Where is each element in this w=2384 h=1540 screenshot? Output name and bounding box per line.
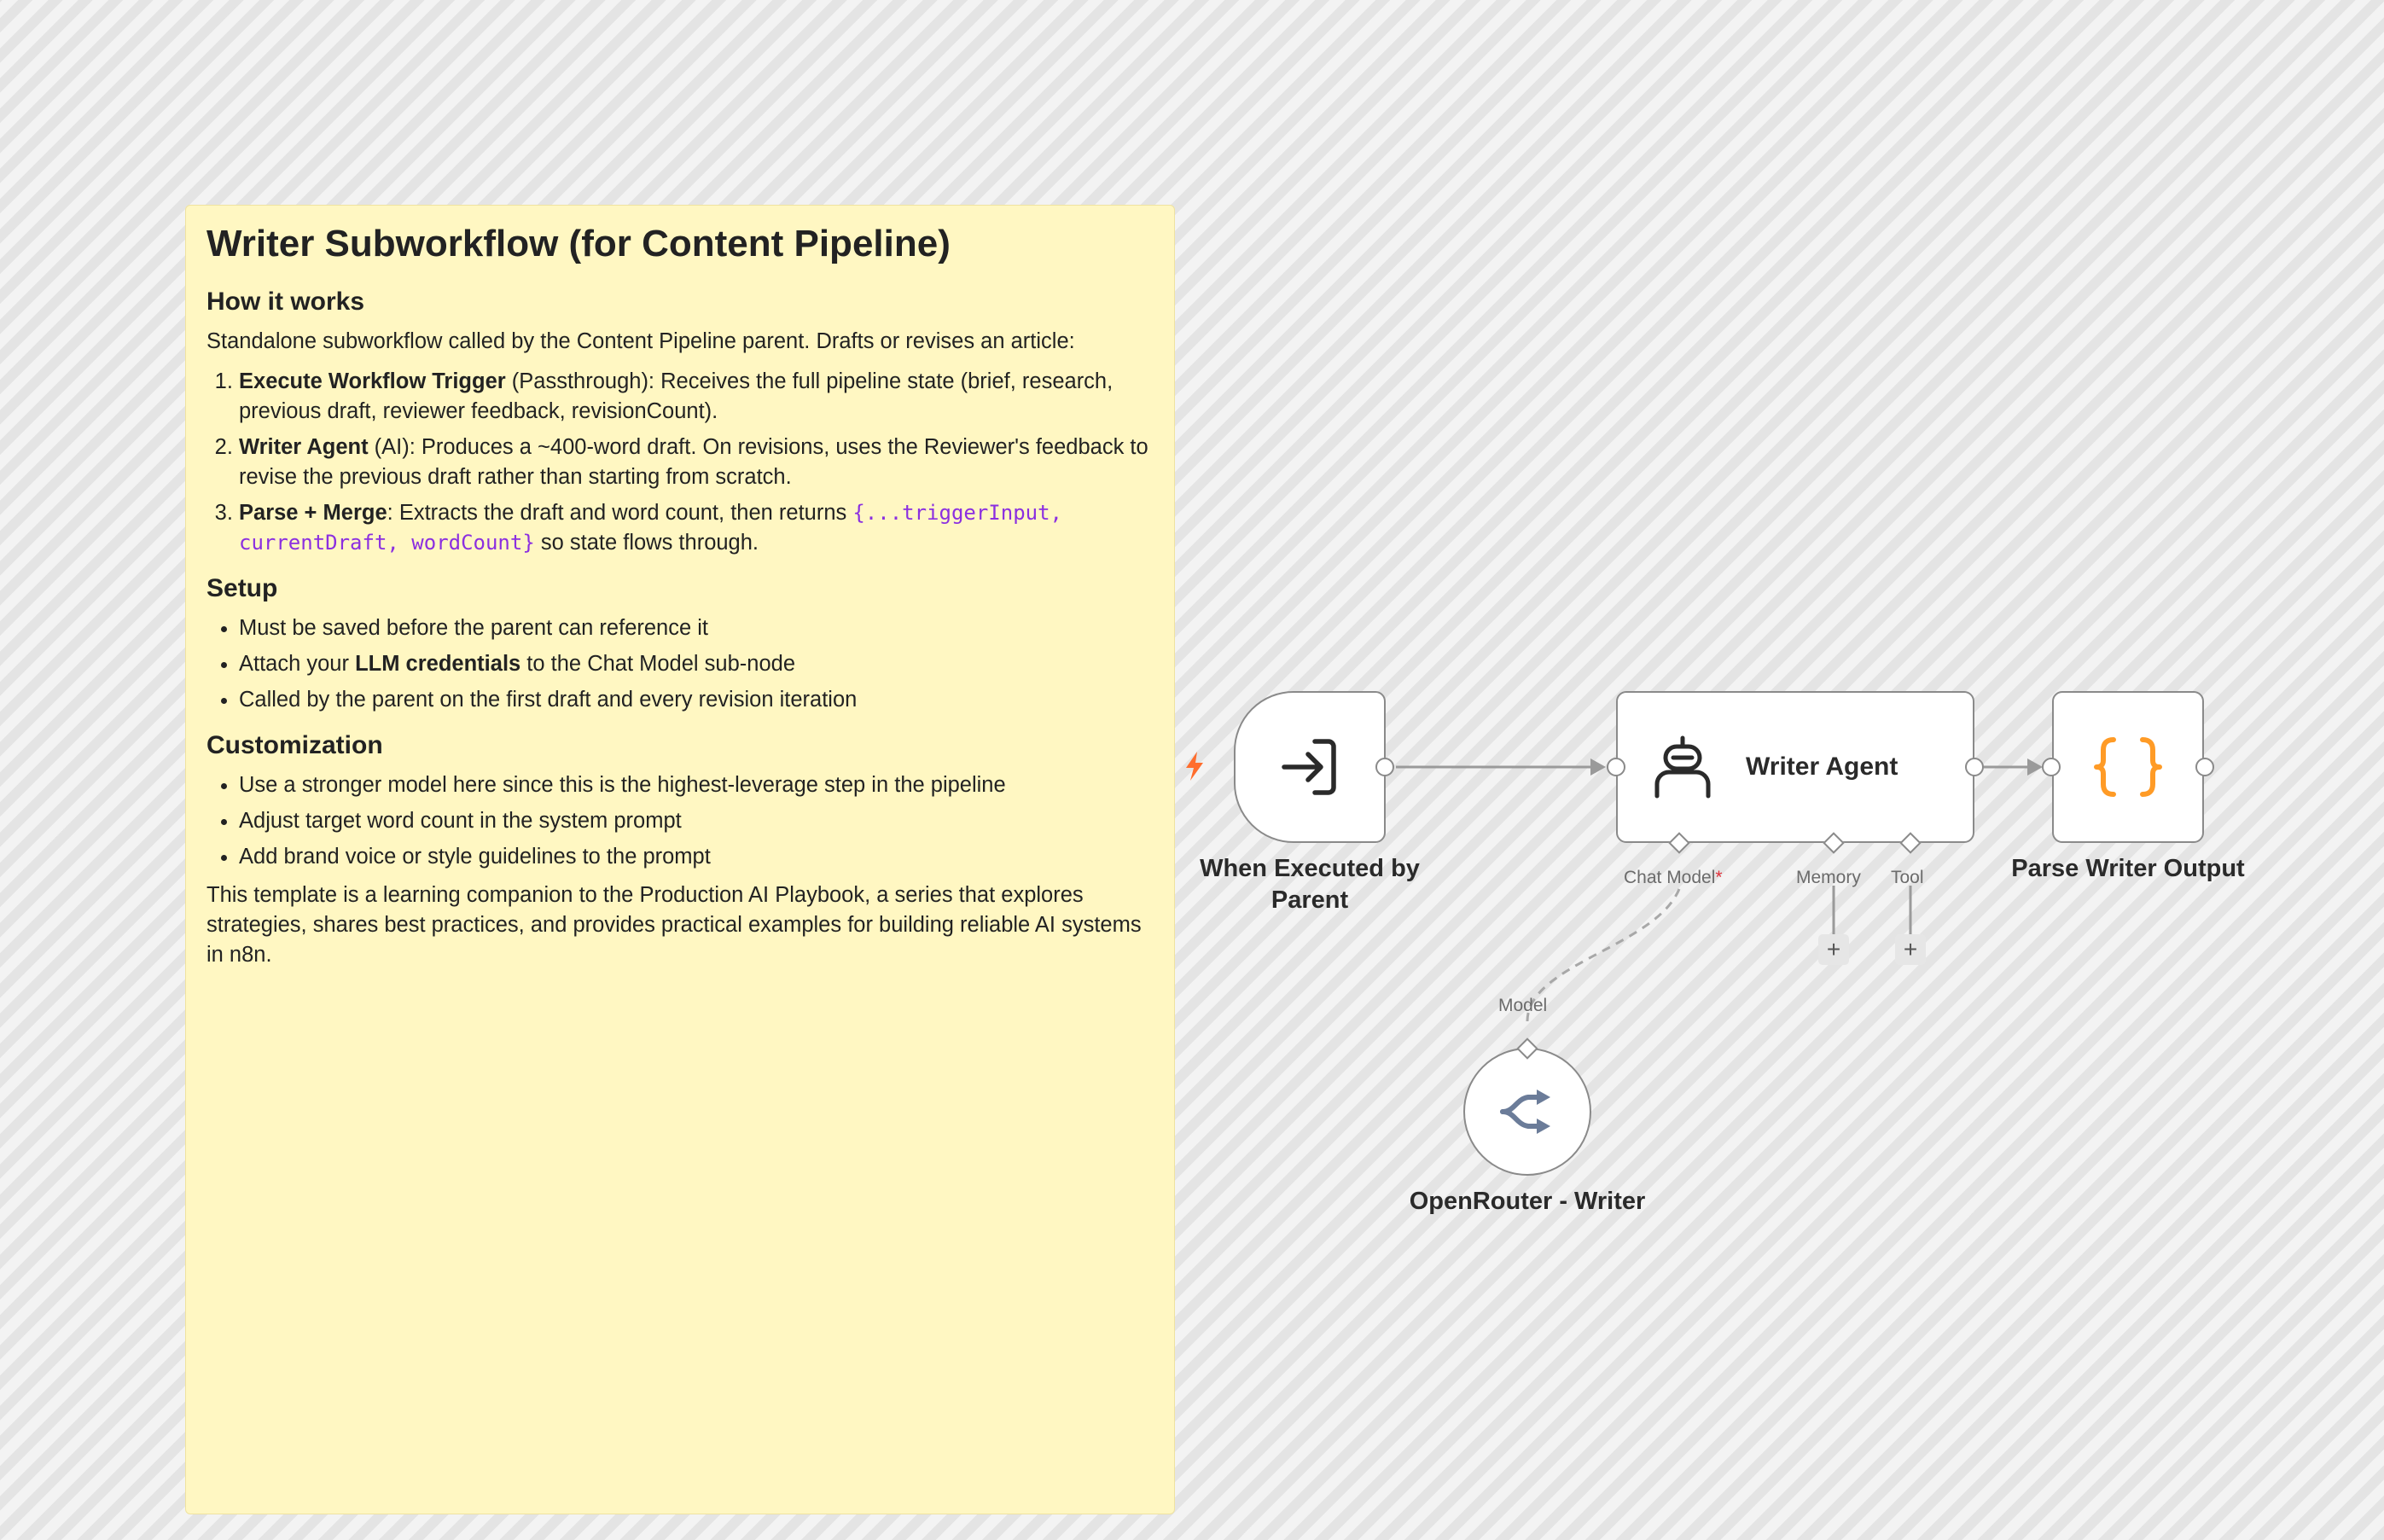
- parse-output-port[interactable]: [2195, 758, 2214, 776]
- step-text: so state flows through.: [534, 531, 759, 555]
- parse-input-port[interactable]: [2042, 758, 2061, 776]
- parse-node-label: Parse Writer Output: [2011, 855, 2245, 882]
- step-text: (AI): Produces a ~400-word draft. On revisions, uses the Reviewer's feedback to revise the previous draft rather than starting from scratch.: [239, 435, 1148, 490]
- note-heading-how-it-works: How it works: [206, 288, 365, 317]
- tool-input-label: Tool: [1891, 868, 1924, 887]
- add-tool-button[interactable]: +: [1895, 934, 1926, 965]
- note-footer: This template is a learning companion to the Production AI Playbook, a series that explores strategies, shares best practices, and provides practical examples for building reliable AI systems in n8n.: [206, 883, 1142, 968]
- openrouter-writer-node[interactable]: [1463, 1048, 1591, 1176]
- setup-bold: LLM credentials: [355, 652, 521, 677]
- list-item: • Called by the parent on the first draft and every revision iteration: [239, 685, 1154, 715]
- chat-model-text: Chat Model: [1624, 868, 1716, 887]
- setup-text: Attach your: [239, 652, 356, 677]
- connection-model-agent[interactable]: [1527, 889, 1679, 1021]
- arrow-head-icon: [1590, 758, 1606, 776]
- required-mark: *: [1715, 868, 1723, 887]
- step-text: (Passthrough): Receives the full pipeline state (brief, research, previous draft, reviewer feedback, revisionCount).: [239, 369, 1114, 424]
- memory-input-label: Memory: [1796, 868, 1861, 887]
- step-code: {...triggerInput, currentDraft, wordCount}: [239, 501, 1062, 555]
- list-item: • Must be saved before the parent can reference it: [239, 613, 1154, 643]
- writer-agent-node[interactable]: [1616, 691, 1974, 843]
- model-input-label: Model: [1498, 996, 1548, 1015]
- list-item: • Add brand voice or style guidelines to the prompt: [239, 842, 1154, 872]
- note-heading-setup: Setup: [206, 574, 278, 603]
- note-intro: Standalone subworkflow called by the Content Pipeline parent. Drafts or revises an article:: [206, 329, 1075, 354]
- step-text: : Extracts the draft and word count, then returns: [387, 501, 853, 526]
- note-title: Writer Subworkflow (for Content Pipeline): [206, 223, 951, 264]
- step-name: Writer Agent: [239, 435, 369, 460]
- curly-braces-icon: [2090, 733, 2166, 801]
- robot-icon: [1648, 733, 1717, 801]
- enter-arrow-icon: [1276, 733, 1344, 801]
- list-item: • Adjust target word count in the system prompt: [239, 806, 1154, 836]
- agent-input-port[interactable]: [1607, 758, 1625, 776]
- list-item: • Use a stronger model here since this is the highest-leverage step in the pipeline: [239, 770, 1154, 800]
- arrow-head-icon: [2027, 758, 2043, 776]
- openrouter-node-label: OpenRouter - Writer: [1409, 1188, 1646, 1215]
- chat-model-input-label: [1624, 868, 1723, 888]
- setup-text: to the Chat Model sub-node: [520, 652, 796, 677]
- openrouter-icon: [1497, 1082, 1557, 1142]
- writer-agent-title: Writer Agent: [1746, 753, 1898, 781]
- trigger-node-label: When Executed by Parent: [1200, 855, 1420, 914]
- agent-output-port[interactable]: [1965, 758, 1984, 776]
- trigger-node[interactable]: [1234, 691, 1386, 843]
- note-heading-customization: Customization: [206, 731, 383, 760]
- step-name: Parse + Merge: [239, 501, 387, 526]
- lightning-icon: [1183, 751, 1207, 782]
- add-memory-button[interactable]: +: [1818, 934, 1849, 965]
- parse-writer-output-node[interactable]: [2052, 691, 2204, 843]
- trigger-output-port[interactable]: [1375, 758, 1394, 776]
- step-name: Execute Workflow Trigger: [239, 369, 506, 394]
